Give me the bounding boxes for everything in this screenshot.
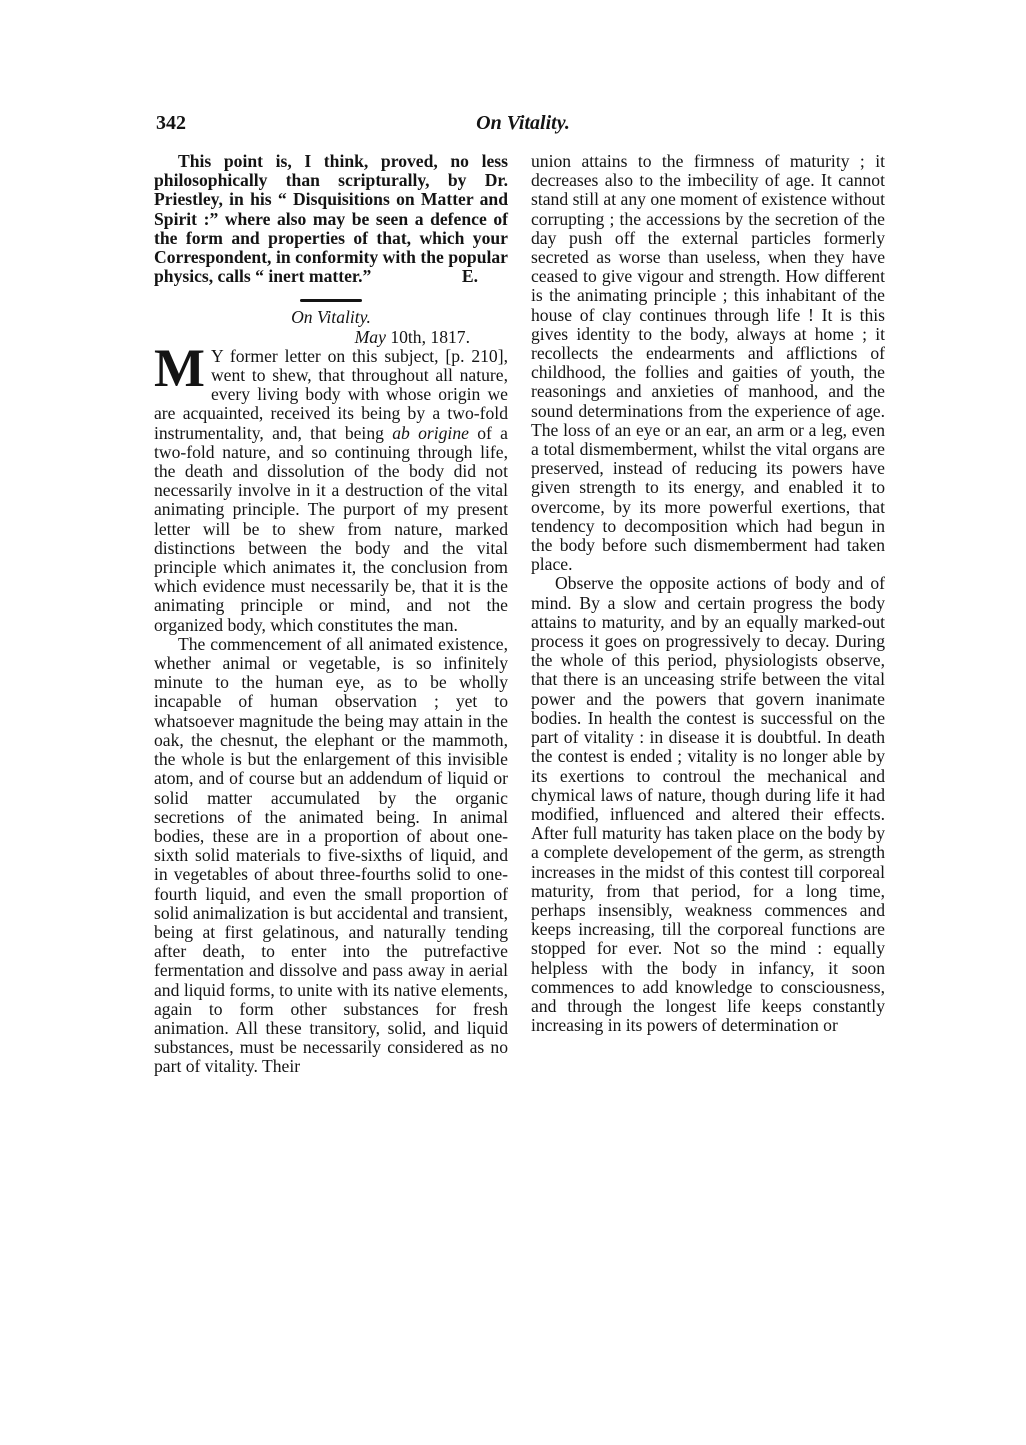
running-head — [156, 112, 890, 138]
article-paragraph-3: union attains to the firmness of maturity ; it decreases also to the imbecility of age. It cannot stand still at any one moment of existence without corrupting ; the accessions by the secretion of the day push off the external particles formerly secreted as worse than useless, when they have ceased to give vigour and strength. How different is the animating principle ; this inhabitant of the house of clay continues through life ! It is this gives identity to the body, always at home ; it recollects the endearments and afflictions of childhood, the follies and gaities of youth, the reasonings and anxieties of manhood, and the sound determinations from the experience of age. The loss of an eye or an ear, an arm or a leg, even a total dismemberment, whilst the vital organs are preserved, instead of reducing its powers have given strength to its energy, and enabled it to overcome, by its more powerful exertions, that tendency to decomposition which had begun in the body before such dismemberment had taken place. — [531, 151, 885, 575]
signature: E. — [461, 266, 478, 287]
article-paragraph-1 — [154, 337, 508, 635]
left-column — [154, 152, 508, 1077]
paragraph-1-latin: ab origine — [392, 422, 469, 443]
date-day: 10th — [390, 326, 422, 347]
section-title: On Vitality. — [291, 307, 371, 328]
running-title: On Vitality. — [476, 112, 570, 134]
date-month: May — [354, 326, 386, 347]
section-divider — [300, 299, 362, 302]
closing-paragraph-text: This point is, I think, proved, no less philosophically than scripturally, by Dr. Priestley, in his “ Disquisitions on Matter and Spirit :” where also may be seen a defence of the form and properties of that, which your Correspondent, in conformity with the popular physics, calls “ inert matter.” — [154, 151, 508, 287]
page-number: 342 — [156, 112, 186, 134]
closing-paragraph — [154, 152, 508, 286]
dateline — [154, 328, 508, 347]
article-paragraph-2: The commencement of all animated existence, whether animal or vegetable, is so infinitely minute to the human eye, as to be wholly incapable of human observation ; yet to whatsoever magnitude the being may attain in the oak, the chesnut, the elephant or the mammoth, the whole is but the enlargement of this invisible atom, and of course but an addendum of liquid or solid matter accumulated by the organic secretions of the animated being. In animal bodies, these are in a proportion of about one-sixth solid materials to five-sixths of liquid, and in vegetables of about three-fourths solid to one-fourth liquid, and even the small proportion of solid animalization is but accidental and transient, being at first gelatinous, and naturally tending after death, to enter into the putrefactive fermentation and dissolve and pass away in aerial and liquid forms, to unite with its native elements, again to form other substances for fresh animation. All these transitory, solid, and liquid substances, must be necessarily considered as no part of vitality. Their — [154, 633, 508, 1077]
drop-cap: M — [154, 337, 205, 398]
paragraph-1-text-b: of a two-fold nature, and so continuing through life, the death and dissolution of the body did not necessarily involve in it a destruction of the vital animating principle. The purport of my present letter will be to shew from nature, marked distinctions between the body and the vital principle which animates it, the conclusion from which evidence must necessarily be, that it is the animating principle or mind, and not the organized body, which constitutes the man. — [154, 422, 508, 635]
article-paragraph-4: Observe the opposite actions of body and of mind. By a slow and certain progress the body attains to maturity, and by an equally marked-out process it goes on progressively to decay. During the whole of this period, physiologists observe, that there is an unceasing strife between the vital power and the powers that govern inanimate bodies. In health the contest is successful on the part of vitality : in disease it is doubtful. In death the contest is ended ; vitality is no longer able by its exertions to controul the mechanical and chymical laws of nature, though during life it had modified, influenced and altered their effects. After full maturity has taken place on the body by a complete developement of the germ, as strength increases in the midst of this contest till corporeal maturity, from that period, for a long time, perhaps insensibly, weakness commences and keeps increasing, till the corporeal functions are stopped for ever. Not so the mind : equally helpless with the body in infancy, it soon commences to add knowledge to consciousness, and through the longest life keeps constantly increasing in its powers of determination or — [531, 573, 885, 1036]
right-column — [531, 152, 885, 1035]
date-year: , 1817. — [421, 326, 470, 347]
paragraph-1-text-a: Y former letter on this subject, [p. 210], went to shew, that throughout all nature, every living body with whose origin we are acquainted, received its being by a two-fold instrumentality, and, that being — [154, 345, 508, 443]
